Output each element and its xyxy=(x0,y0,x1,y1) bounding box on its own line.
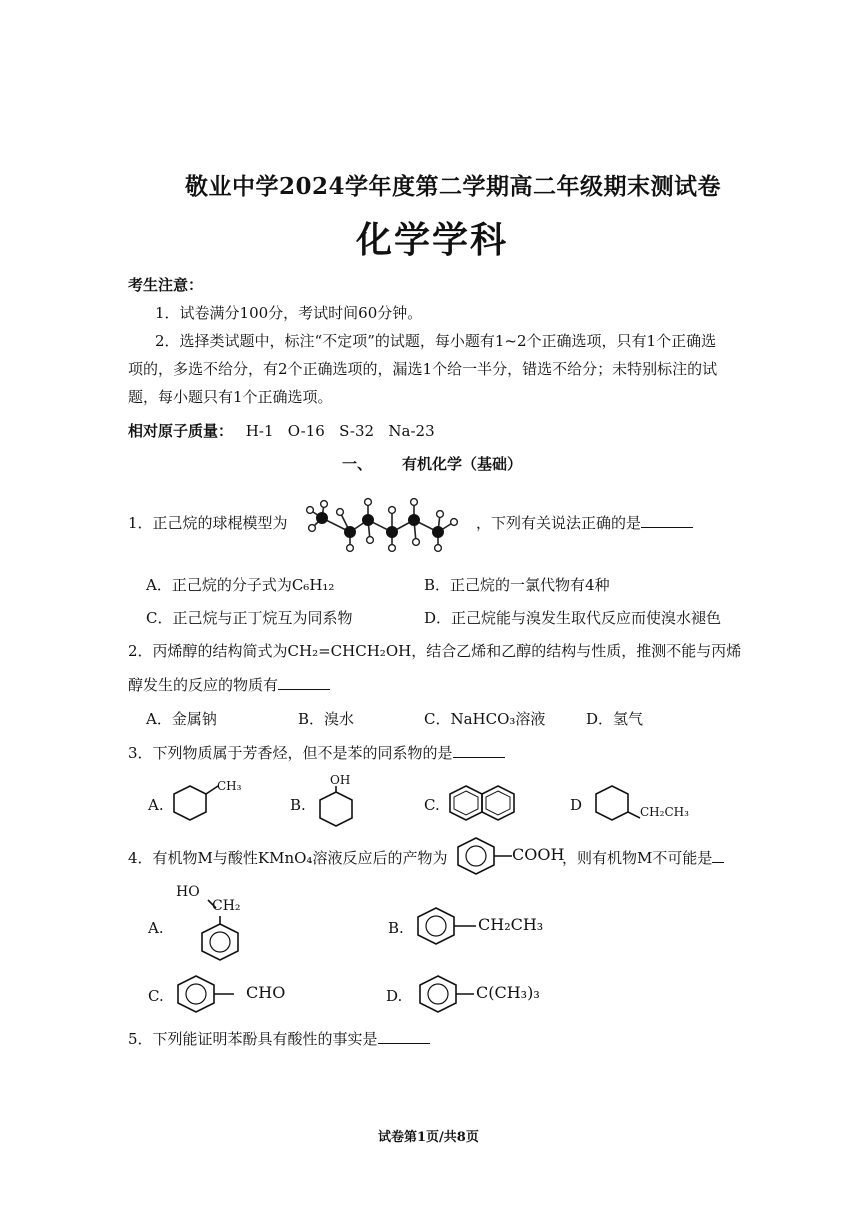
q4-option-d-label: D. xyxy=(386,987,403,1005)
benzaldehyde-structure xyxy=(172,972,252,1018)
answer-blank xyxy=(453,743,505,758)
q3-a-ch3-label: CH₃ xyxy=(217,779,242,793)
notice-item-2-line-1: 2．选择类试题中，标注“不定项”的试题，每小题有1~2个正确选项，只有1个正确选 xyxy=(155,332,717,350)
q4-product-cooh-label: COOH xyxy=(512,845,565,864)
answer-blank xyxy=(278,675,330,690)
q1-stem-before: 1．正己烷的球棍模型为 xyxy=(128,514,288,532)
q3-option-b-label: B. xyxy=(290,796,306,814)
answer-blank xyxy=(641,513,693,528)
page-footer: 试卷第1页/共8页 xyxy=(378,1130,479,1145)
q4-option-b-label: B. xyxy=(388,919,404,937)
q3-d-ethyl-label: CH₂CH₃ xyxy=(640,805,689,819)
q1-option-c: C．正己烷与正丁烷互为同系物 xyxy=(146,609,353,627)
notice-item-2-line-2: 项的，多选不给分，有2个正确选项的，漏选1个给一半分，错选不给分；未特别标注的试 xyxy=(128,360,718,378)
q2-option-b: B．溴水 xyxy=(298,710,355,728)
q2-line-2-text: 醇发生的反应的物质有 xyxy=(128,676,279,694)
q4-c-cho-label: CHO xyxy=(246,983,286,1002)
q4-a-ho-label: HO xyxy=(176,884,200,900)
q1-stem-after-text: ，下列有关说法正确的是 xyxy=(476,514,642,532)
q1-option-a: A．正己烷的分子式为C₆H₁₂ xyxy=(146,576,335,594)
answer-blank xyxy=(712,848,724,863)
naphthalene-structure xyxy=(448,782,528,828)
q4-stem-before: 4．有机物M与酸性KMnO₄溶液反应后的产物为 xyxy=(128,849,448,867)
q1-option-b: B．正己烷的一氯代物有4种 xyxy=(424,576,610,594)
q4-option-a-label: A. xyxy=(148,919,164,937)
q3-stem-text: 3．下列物质属于芳香烃，但不是苯的同系物的是 xyxy=(128,744,453,762)
phenol-structure xyxy=(316,784,366,834)
atomic-masses-label: 相对原子质量： xyxy=(128,422,234,440)
q1-option-d: D．正己烷能与溴发生取代反应而使溴水褪色 xyxy=(424,609,722,627)
q4-a-ch2-label: CH₂ xyxy=(212,898,241,914)
q3-stem xyxy=(128,743,505,763)
hexane-ball-stick-model xyxy=(300,488,470,558)
q3-option-a-label: A. xyxy=(148,796,164,814)
q4-option-c-label: C. xyxy=(148,987,164,1005)
notice-heading: 考生注意： xyxy=(128,276,204,294)
q4-stem-after-text: ，则有机物M不可能是 xyxy=(562,849,713,867)
q3-option-c-label: C. xyxy=(424,796,440,814)
q2-option-d: D．氢气 xyxy=(586,710,644,728)
subject-title: 化学学科 xyxy=(356,219,509,261)
q2-line-2 xyxy=(128,675,330,695)
atomic-masses xyxy=(128,421,435,441)
q4-stem-after xyxy=(562,848,724,868)
q2-option-a: A．金属钠 xyxy=(146,710,217,728)
q2-option-c: C．NaHCO₃溶液 xyxy=(424,710,546,728)
notice-item-2-line-3: 题，每小题只有1个正确选项。 xyxy=(128,388,333,406)
q3-b-oh-label: OH xyxy=(330,773,351,787)
atomic-masses-values: H-1 O-16 S-32 Na-23 xyxy=(245,422,435,440)
exam-title: 敬业中学2024学年度第二学期高二年级期末测试卷 xyxy=(185,173,722,200)
q3-option-d-label: D xyxy=(570,796,583,814)
section-title: 有机化学（基础） xyxy=(402,455,523,473)
q1-stem-after xyxy=(476,513,693,533)
notice-item-1: 1．试卷满分100分，考试时间60分钟。 xyxy=(155,304,423,322)
q5-stem xyxy=(128,1029,430,1049)
section-number: 一、 xyxy=(342,455,373,473)
q4-d-tbutyl-label: C(CH₃)₃ xyxy=(476,983,540,1002)
benzyl-alcohol-structure xyxy=(196,896,256,972)
answer-blank xyxy=(378,1029,430,1044)
q4-b-ethyl-label: CH₂CH₃ xyxy=(478,915,544,934)
q2-line-1: 2．丙烯醇的结构简式为CH₂=CHCH₂OH，结合乙烯和乙醇的结构与性质，推测不能与丙烯 xyxy=(128,642,742,660)
q5-stem-text: 5．下列能证明苯酚具有酸性的事实是 xyxy=(128,1030,378,1048)
